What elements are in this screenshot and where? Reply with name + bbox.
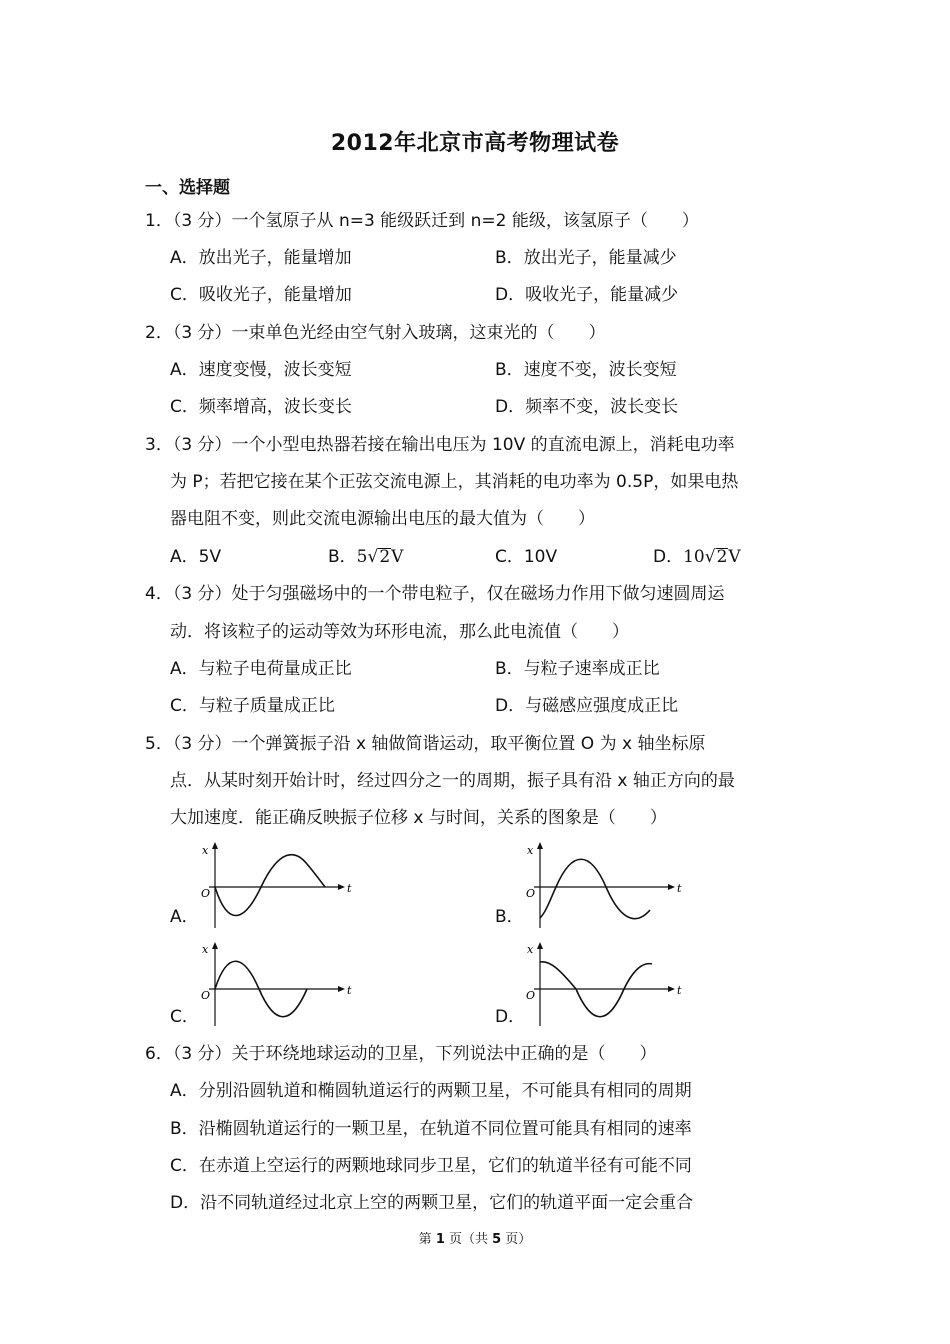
q3-option-d-coef: 10 (683, 547, 705, 567)
axis-t-label: t (347, 984, 352, 997)
q5-stem-line3: 大加速度．能正确反映振子位移 x 与时间，关系的图象是（ ） (170, 808, 667, 828)
q3-stem-line1: 3．（3 分）一个小型电热器若接在输出电压为 10V 的直流电源上，消耗电功率 (145, 435, 735, 455)
arrow-up-icon (212, 942, 218, 949)
q3-option-c: C．10V (495, 547, 558, 567)
q5-option-c-label: C． (170, 1007, 199, 1027)
q6-option-c: C．在赤道上空运行的两颗地球同步卫星，它们的轨道半径有可能不同 (170, 1156, 692, 1176)
q5-stem-line2: 点．从某时刻开始计时，经过四分之一的周期，振子具有沿 x 轴正方向的最 (170, 771, 735, 791)
arrow-right-icon (668, 884, 675, 890)
q5-stem-line1: 5．（3 分）一个弹簧振子沿 x 轴做简谐运动，取平衡位置 O 为 x 轴坐标原 (145, 734, 706, 754)
q2-stem: 2．（3 分）一束单色光经由空气射入玻璃，这束光的（ ） (145, 323, 606, 343)
q3-option-b-radicand: 2 (379, 547, 391, 567)
origin-label: O (201, 989, 211, 1002)
axis-t-label: t (347, 882, 352, 895)
q3-option-b (328, 545, 403, 569)
q3-option-b-coef: 5 (356, 547, 368, 567)
q6-option-a: A．分别沿圆轨道和椭圆轨道运行的两颗卫星，不可能具有相同的周期 (170, 1081, 692, 1101)
axis-x-label: x (527, 844, 534, 857)
q3-stem-line2: 为 P；若把它接在某个正弦交流电源上，其消耗的电功率为 0.5P，如果电热 (170, 472, 739, 492)
page-title: 2012年北京市高考物理试卷 (330, 131, 620, 156)
graph-a (195, 840, 355, 930)
arrow-up-icon (537, 942, 543, 949)
q4-stem-line1: 4．（3 分）处于匀强磁场中的一个带电粒子，仅在磁场力作用下做匀速圆周运 (145, 584, 725, 604)
axis-t-label: t (677, 984, 682, 997)
q3-option-a: A．5V (170, 547, 222, 567)
page-footer (0, 1228, 950, 1247)
sine-curve (540, 859, 650, 918)
axis-x-label: x (202, 943, 209, 956)
arrow-right-icon (338, 884, 345, 890)
q1-stem: 1．（3 分）一个氢原子从 n=3 能级跃迁到 n=2 能级，该氢原子（ ） (145, 211, 699, 231)
q4-option-a: A．与粒子电荷量成正比 (170, 659, 352, 679)
q2-option-b: B．速度不变，波长变短 (495, 360, 677, 380)
footer-suffix: 页） (501, 1232, 532, 1247)
section-heading: 一、选择题 (145, 178, 230, 198)
q6-stem: 6．（3 分）关于环绕地球运动的卫星，下列说法中正确的是（ ） (145, 1044, 657, 1064)
q3-option-d (653, 545, 741, 569)
q4-option-b: B．与粒子速率成正比 (495, 659, 660, 679)
footer-middle: 页（共 (444, 1232, 493, 1247)
q3-stem-line3: 器电阻不变，则此交流电源输出电压的最大值为（ ） (170, 509, 595, 529)
q5-option-d-label: D． (495, 1007, 526, 1027)
axis-x-label: x (202, 844, 209, 857)
axis-t-label: t (677, 882, 682, 895)
q4-option-d: D．与磁感应强度成正比 (495, 696, 679, 716)
q3-option-d-unit: V (728, 547, 741, 567)
sine-curve (215, 855, 325, 916)
graph-b (520, 840, 690, 930)
footer-total-pages: 5 (492, 1232, 502, 1247)
q6-option-b: B．沿椭圆轨道运行的一颗卫星，在轨道不同位置可能具有相同的速率 (170, 1119, 692, 1139)
q1-option-c: C．吸收光子，能量增加 (170, 285, 352, 305)
footer-prefix: 第 (418, 1232, 436, 1247)
axis-x-label: x (527, 943, 534, 956)
arrow-up-icon (212, 842, 218, 849)
q3-option-d-label: D． (653, 547, 684, 567)
sqrt-icon: √ (367, 547, 379, 567)
q2-option-d: D．频率不变，波长变长 (495, 397, 679, 417)
q2-option-c: C．频率增高，波长变长 (170, 397, 352, 417)
origin-label: O (526, 989, 536, 1002)
sqrt-icon: √ (704, 547, 716, 567)
q3-option-b-label: B． (328, 547, 357, 567)
graph-d (520, 940, 690, 1030)
q4-option-c: C．与粒子质量成正比 (170, 696, 335, 716)
origin-label: O (201, 887, 211, 900)
q5-option-b-label: B． (495, 907, 524, 927)
q1-option-a: A．放出光子，能量增加 (170, 248, 352, 268)
q1-option-b: B．放出光子，能量减少 (495, 248, 677, 268)
q1-option-d: D．吸收光子，能量减少 (495, 285, 679, 305)
footer-page-number: 1 (435, 1232, 445, 1247)
q3-option-b-unit: V (391, 547, 404, 567)
arrow-right-icon (338, 986, 345, 992)
q5-option-a-label: A． (170, 907, 199, 927)
origin-label: O (526, 887, 536, 900)
arrow-right-icon (668, 986, 675, 992)
q2-option-a: A．速度变慢，波长变短 (170, 360, 352, 380)
arrow-up-icon (537, 842, 543, 849)
graph-c (195, 940, 355, 1030)
q6-option-d: D．沿不同轨道经过北京上空的两颗卫星，它们的轨道平面一定会重合 (170, 1193, 694, 1213)
q3-option-d-radicand: 2 (716, 547, 728, 567)
q4-stem-line2: 动．将该粒子的运动等效为环形电流，那么此电流值（ ） (170, 622, 629, 642)
